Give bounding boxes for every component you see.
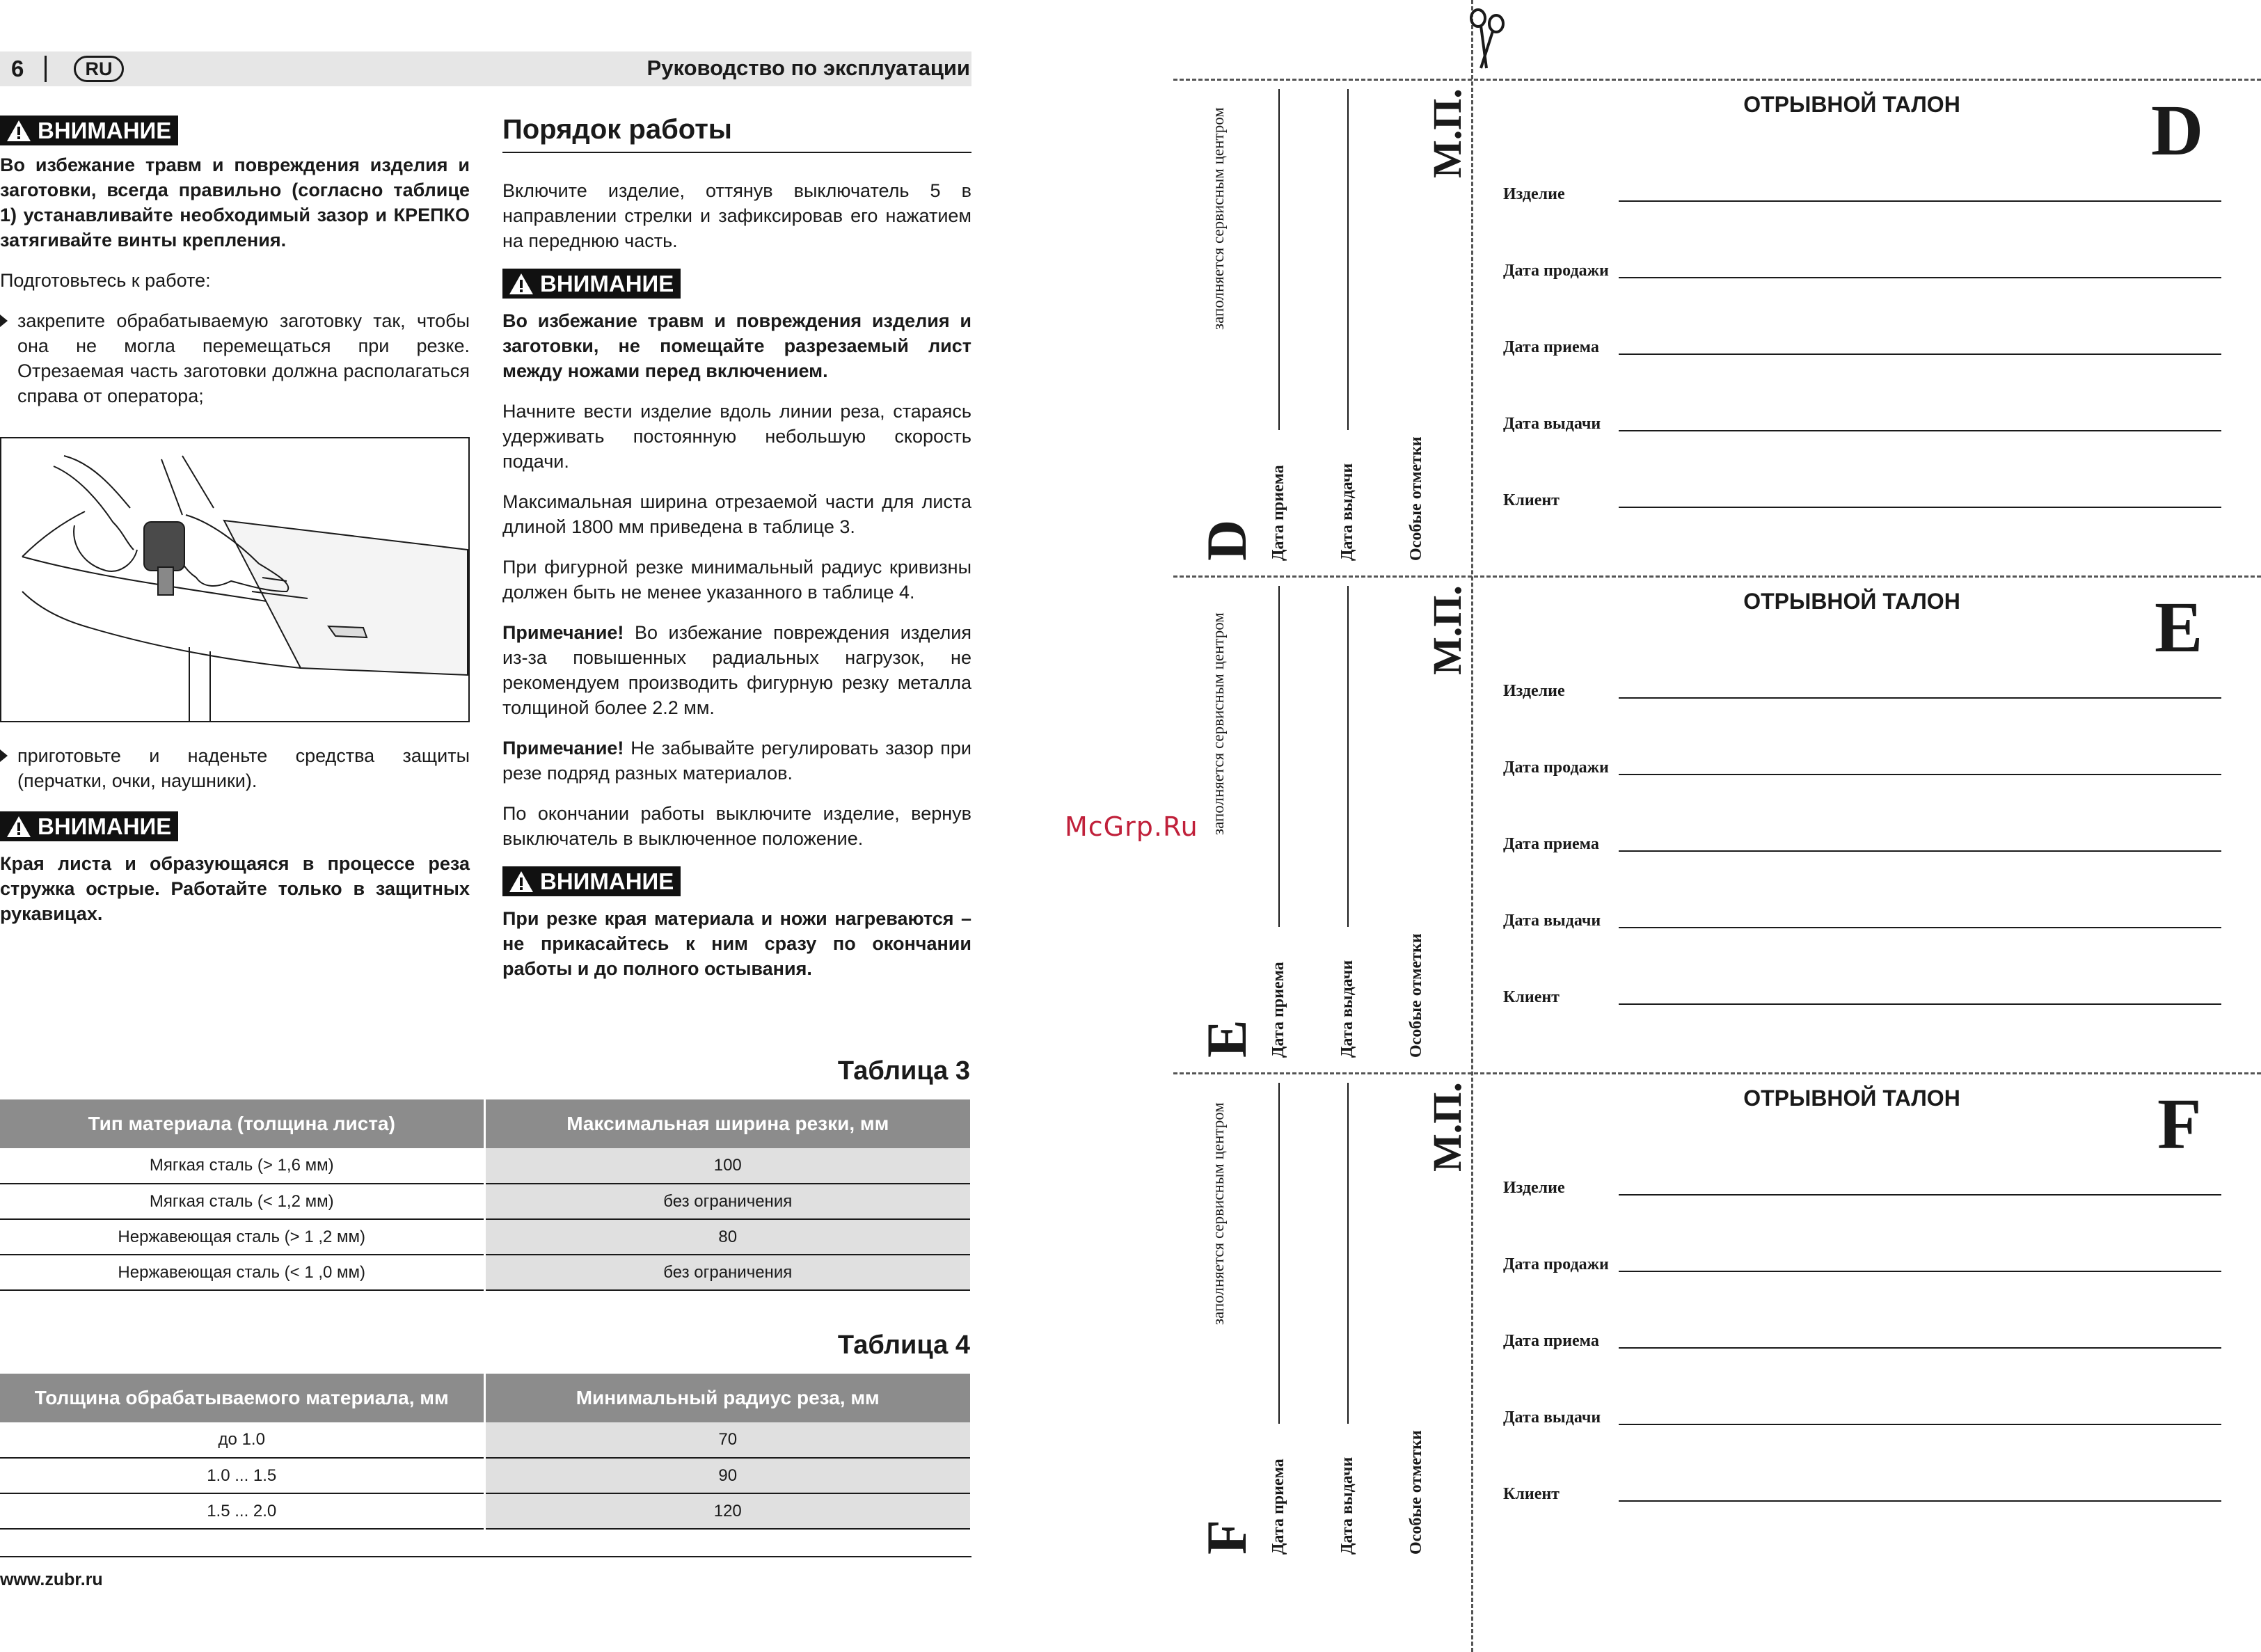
warning-text: Во избежание травм и повреждения изделия и заготовки, не помещайте разрезаемый лист между ножами перед включением. xyxy=(502,310,971,381)
service-note: заполняется сервисным центром xyxy=(1209,612,1227,835)
coupon-letter: F xyxy=(2157,1084,2202,1164)
table-cell: 100 xyxy=(484,1148,970,1184)
stamp-place-label: М.П. xyxy=(1425,585,1470,675)
field-line[interactable] xyxy=(1619,1347,2221,1349)
field-line[interactable] xyxy=(1619,507,2221,508)
table-cell: 1.5 ... 2.0 xyxy=(0,1493,484,1529)
coupon-e xyxy=(1173,578,2261,1072)
table-header: Максимальная ширина резки, мм xyxy=(484,1099,970,1148)
field-label: Дата приема xyxy=(1503,338,1599,356)
warning-triangle-icon xyxy=(6,815,32,839)
note-text: Не забывайте регулировать зазор при резе подряд разных материалов. xyxy=(502,738,971,784)
coupon-f xyxy=(1173,1074,2261,1569)
field-label: Дата выдачи xyxy=(1503,415,1601,433)
table-row xyxy=(0,1493,970,1529)
field-line[interactable] xyxy=(1619,1194,2221,1196)
note-label: Примечание! xyxy=(502,738,624,759)
table3-title: Таблица 3 xyxy=(837,1056,970,1086)
table-cell: до 1.0 xyxy=(0,1422,484,1458)
list-item xyxy=(0,308,470,408)
note-label: Примечание! xyxy=(502,622,624,643)
side-label: Дата выдачи xyxy=(1338,1456,1356,1555)
list-item xyxy=(0,743,470,809)
field-line[interactable] xyxy=(1619,430,2221,431)
field-line[interactable] xyxy=(1619,927,2221,928)
warning-label: ВНИМАНИЕ xyxy=(38,813,172,839)
language-badge: RU xyxy=(74,56,124,82)
table-cell: Мягкая сталь (> 1,6 мм) xyxy=(0,1148,484,1184)
warning-label: ВНИМАНИЕ xyxy=(38,118,172,143)
stamp-place-label: М.П. xyxy=(1425,88,1470,178)
field-label: Дата продажи xyxy=(1503,262,1609,280)
table-cell: 80 xyxy=(484,1219,970,1255)
left-column xyxy=(0,116,470,408)
coupon-d xyxy=(1173,81,2261,575)
service-note: заполняется сервисным центром xyxy=(1209,1102,1227,1325)
table-cell: 1.0 ... 1.5 xyxy=(0,1458,484,1493)
shears-illustration xyxy=(1,438,468,721)
field-label: Изделие xyxy=(1503,185,1565,203)
warning-label: ВНИМАНИЕ xyxy=(540,271,674,296)
bullet-icon xyxy=(0,315,8,327)
table-row xyxy=(0,1148,970,1184)
field-label: Дата выдачи xyxy=(1503,1408,1601,1427)
table-cell: 70 xyxy=(484,1422,970,1458)
field-line[interactable] xyxy=(1619,850,2221,852)
table-row xyxy=(0,1458,970,1493)
service-note: заполняется сервисным центром xyxy=(1209,107,1227,330)
table-row xyxy=(0,1219,970,1255)
header-separator xyxy=(45,56,47,82)
table-header: Толщина обрабатываемого материала, мм xyxy=(0,1374,484,1422)
field-line[interactable] xyxy=(1619,200,2221,202)
field-label: Изделие xyxy=(1503,1179,1565,1197)
footer-url[interactable]: www.zubr.ru xyxy=(0,1570,103,1589)
paragraph: Включите изделие, оттянув выключатель 5 в направлении стрелки и зафиксировав его нажатием на переднюю часть. xyxy=(502,180,971,251)
footer-rule xyxy=(0,1556,971,1557)
field-label: Дата продажи xyxy=(1503,1255,1609,1273)
field-line[interactable] xyxy=(1619,1424,2221,1425)
bullet-icon xyxy=(0,749,8,762)
table-cell: Мягкая сталь (< 1,2 мм) xyxy=(0,1184,484,1219)
field-line[interactable] xyxy=(1619,1271,2221,1272)
side-line xyxy=(1278,1083,1280,1424)
field-label: Клиент xyxy=(1503,491,1560,509)
note-text: Во избежание повреждения изделия из-за повышенных радиальных нагрузок, не рекомендуем производить фигурную резку металла толщиной более 2.2 мм. xyxy=(502,622,971,718)
field-label: Изделие xyxy=(1503,682,1565,700)
section-title: Порядок работы xyxy=(502,114,732,145)
table4 xyxy=(0,1374,970,1530)
table-cell: Нержавеющая сталь (< 1 ,0 мм) xyxy=(0,1255,484,1290)
field-label: Клиент xyxy=(1503,988,1560,1006)
warning-triangle-icon xyxy=(508,272,534,296)
field-label: Дата продажи xyxy=(1503,759,1609,777)
warning-text: Во избежание травм и повреждения изделия и заготовки, всегда правильно (согласно таблице 1) устанавливайте необходимый зазор и КРЕПКО затягивайте винты крепления. xyxy=(0,154,470,251)
field-label: Дата приема xyxy=(1503,835,1599,853)
side-label: Дата приема xyxy=(1269,962,1287,1058)
note xyxy=(502,736,971,786)
side-line xyxy=(1278,89,1280,430)
side-label: Дата выдачи xyxy=(1338,960,1356,1058)
table3 xyxy=(0,1099,970,1291)
table-cell: Нержавеющая сталь (> 1 ,2 мм) xyxy=(0,1219,484,1255)
scissors-icon xyxy=(1468,8,1510,71)
page-number: 6 xyxy=(11,56,24,81)
bullet-text: приготовьте и наденьте средства защиты (перчатки, очки, наушники). xyxy=(17,745,470,791)
section-rule xyxy=(502,152,971,153)
field-label: Дата приема xyxy=(1503,1332,1599,1350)
warning-text: При резке края материала и ножи нагреваются – не прикасайтесь к ним сразу по окончании работы и до полного остывания. xyxy=(502,908,971,979)
coupon-title: ОТРЫВНОЙ ТАЛОН xyxy=(1743,1086,1960,1111)
side-line xyxy=(1347,586,1349,927)
side-line xyxy=(1347,1083,1349,1424)
side-label: Дата приема xyxy=(1269,1459,1287,1555)
table-cell: 90 xyxy=(484,1458,970,1493)
warning-triangle-icon xyxy=(6,119,32,143)
coupon-side-letter: D xyxy=(1195,519,1258,561)
warning-text: Края листа и образующаяся в процессе реза стружка острые. Работайте только в защитных рукавицах. xyxy=(0,853,470,924)
table-cell: без ограничения xyxy=(484,1255,970,1290)
warning-badge xyxy=(502,866,681,896)
table-row xyxy=(0,1422,970,1458)
coupon-title: ОТРЫВНОЙ ТАЛОН xyxy=(1743,589,1960,614)
field-label: Клиент xyxy=(1503,1485,1560,1503)
field-line[interactable] xyxy=(1619,774,2221,775)
left-column-lower xyxy=(0,743,470,942)
warning-badge xyxy=(0,811,178,841)
table-row xyxy=(0,1255,970,1290)
field-line[interactable] xyxy=(1619,277,2221,278)
side-line xyxy=(1278,586,1280,927)
side-label: Дата приема xyxy=(1269,465,1287,561)
coupon-letter: D xyxy=(2151,90,2204,170)
note xyxy=(502,620,971,720)
side-label: Дата выдачи xyxy=(1338,463,1356,561)
side-label: Особые отметки xyxy=(1407,1430,1425,1555)
coupon-side-letter: F xyxy=(1195,1519,1258,1555)
paragraph: Начните вести изделие вдоль линии реза, стараясь удерживать постоянную небольшую скорость подачи. xyxy=(502,401,971,472)
coupon-title: ОТРЫВНОЙ ТАЛОН xyxy=(1743,92,1960,117)
warning-badge xyxy=(502,269,681,299)
table-header: Тип материала (толщина листа) xyxy=(0,1099,484,1148)
prepare-text: Подготовьтесь к работе: xyxy=(0,270,211,291)
paragraph: При фигурной резке минимальный радиус кривизны должен быть не менее указанного в таблице 4. xyxy=(502,557,971,603)
field-line[interactable] xyxy=(1619,1003,2221,1005)
coupon-side-letter: E xyxy=(1195,1019,1258,1058)
right-column xyxy=(502,114,971,996)
table-cell: 120 xyxy=(484,1493,970,1529)
table-cell: без ограничения xyxy=(484,1184,970,1219)
side-label: Особые отметки xyxy=(1407,436,1425,561)
paragraph: По окончании работы выключите изделие, вернув выключатель в выключенное положение. xyxy=(502,803,971,849)
watermark: McGrp.Ru xyxy=(1065,811,1198,842)
table-header: Минимальный радиус реза, мм xyxy=(484,1374,970,1422)
table4-title: Таблица 4 xyxy=(837,1331,970,1360)
bullet-text: закрепите обрабатываемую заготовку так, чтобы она не могла перемещаться при резке. Отрезаемая часть заготовки должна располагаться справа от оператора; xyxy=(17,310,470,406)
warning-triangle-icon xyxy=(508,870,534,893)
field-line[interactable] xyxy=(1619,1500,2221,1502)
coupon-letter: E xyxy=(2155,587,2203,667)
illustration-hands-cutting-sheet xyxy=(0,437,470,722)
warning-label: ВНИМАНИЕ xyxy=(540,868,674,894)
warning-badge xyxy=(0,116,178,145)
table-row xyxy=(0,1184,970,1219)
field-label: Дата выдачи xyxy=(1503,912,1601,930)
field-line[interactable] xyxy=(1619,697,2221,699)
field-line[interactable] xyxy=(1619,354,2221,355)
stamp-place-label: М.П. xyxy=(1425,1082,1470,1172)
paragraph: Максимальная ширина отрезаемой части для листа длиной 1800 мм приведена в таблице 3. xyxy=(502,491,971,537)
side-line xyxy=(1347,89,1349,430)
header-title: Руководство по эксплуатации xyxy=(646,56,970,80)
side-label: Особые отметки xyxy=(1407,933,1425,1058)
